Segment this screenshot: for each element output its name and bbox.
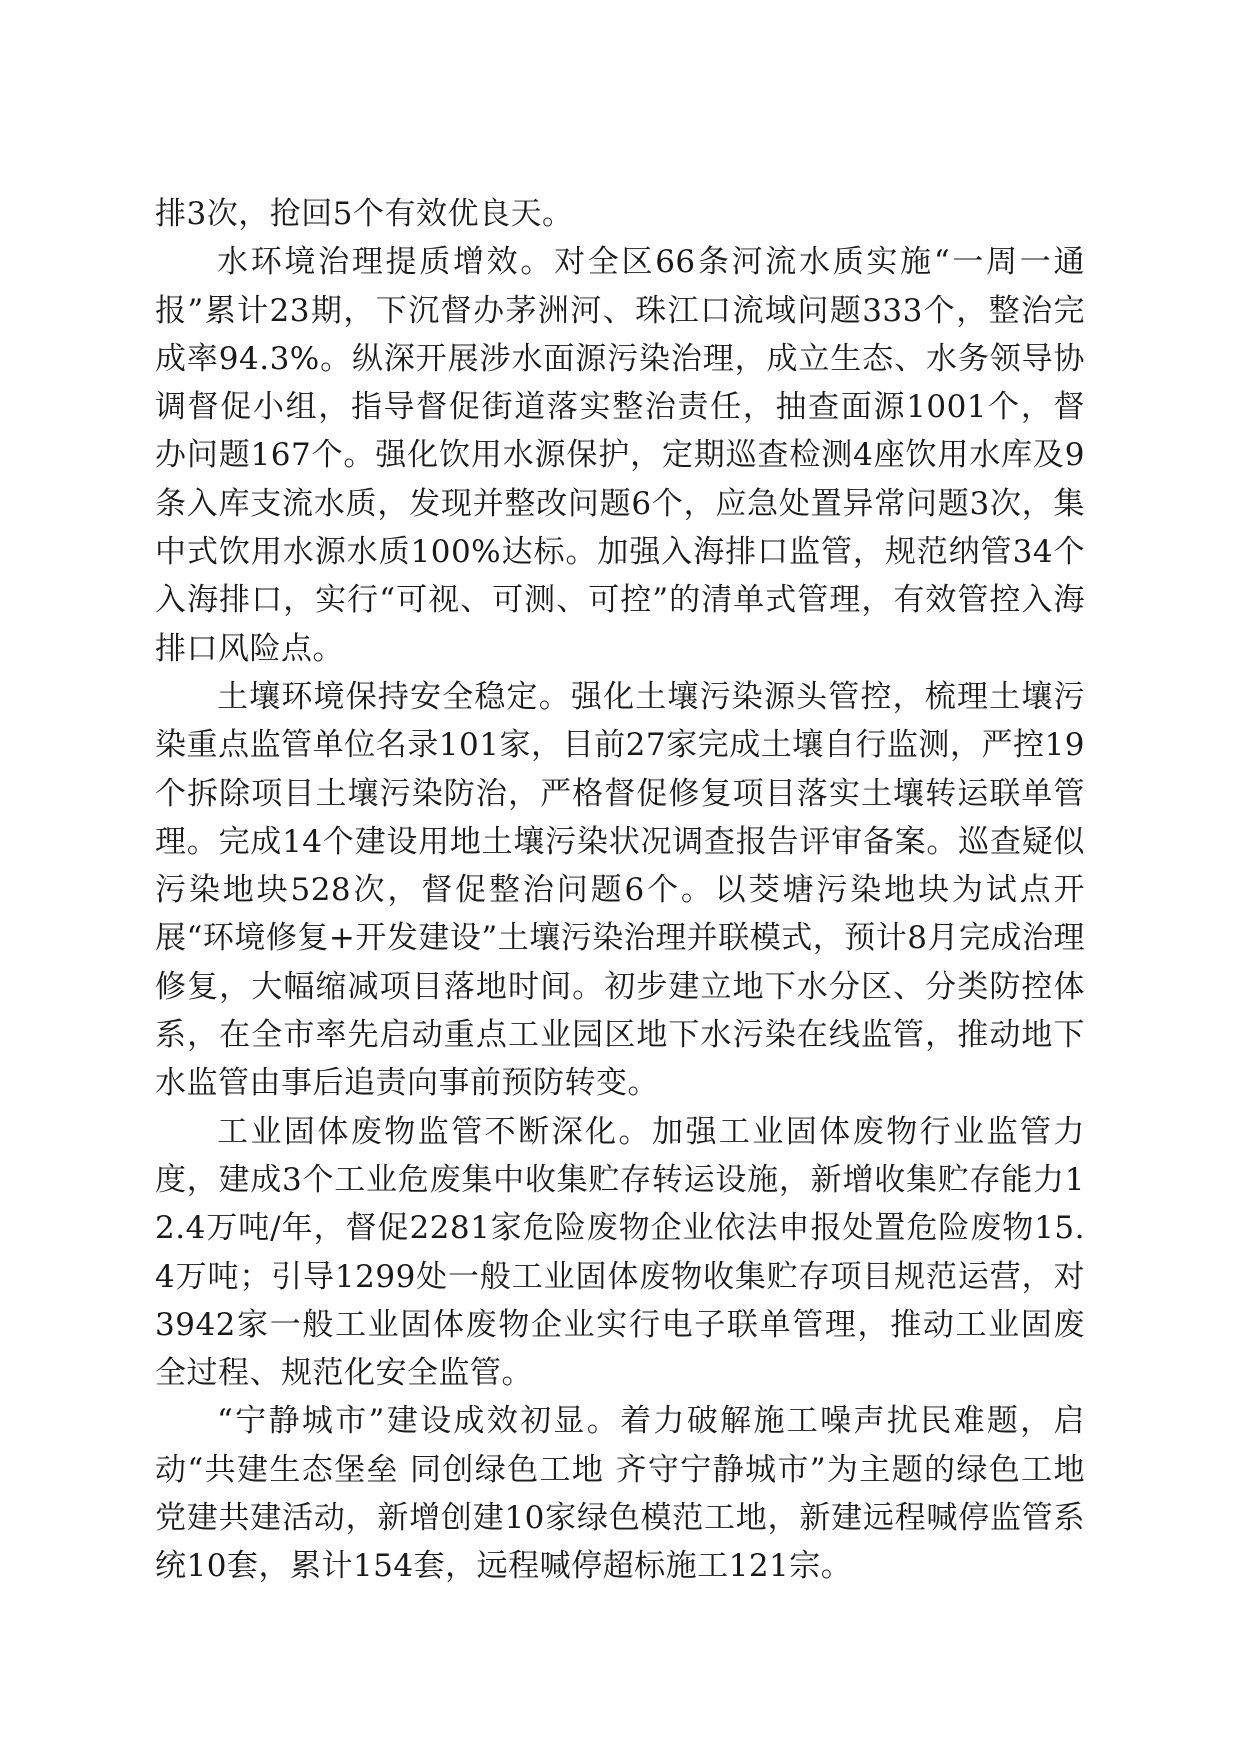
- paragraph-water-environment: 水环境治理提质增效。对全区66条河流水质实施“一周一通报”累计23期，下沉督办茅洲河、珠江口流域问题333个，整治完成率94.3%。纵深开展涉水面源污染治理，成立生态、水务领导协调督促小组，指导督促街道落实整治责任，抽查面源1001个，督办问题167个。强化饮用水源保护，定期巡查检测4座饮用水库及9条入库支流水质，发现并整改问题6个，应急处置异常问题3次，集中式饮用水源水质100%达标。加强入海排口监管，规范纳管34个入海排口，实行“可视、可测、可控”的清单式管理，有效管控入海排口风险点。: [155, 244, 1085, 667]
- paragraph-soil-environment: 土壤环境保持安全稳定。强化土壤污染源头管控，梳理土壤污染重点监管单位名录101家，目前27家完成土壤自行监测，严控19个拆除项目土壤污染防治，严格督促修复项目落实土壤转运联单管理。完成14个建设用地土壤污染状况调查报告评审备案。巡查疑似污染地块528次，督促整治问题6个。以茭塘污染地块为试点开展“环境修复+开发建设”土壤污染治理并联模式，预计8月完成治理修复，大幅缩减项目落地时间。初步建立地下水分区、分类防控体系，在全市率先启动重点工业园区地下水污染在线监管，推动地下水监管由事后追责向事前预防转变。: [155, 678, 1085, 1102]
- paragraph-continuation: 排3次，抢回5个有效优良天。: [155, 196, 574, 232]
- paragraph-industrial-solid-waste: 工业固体废物监管不断深化。加强工业固体废物行业监管力度，建成3个工业危废集中收集贮存转运设施，新增收集贮存能力12.4万吨/年，督促2281家危险废物企业依法申报处置危险废物15.4万吨；引导1299处一般工业固体废物收集贮存项目规范运营，对3942家一般工业固体废物企业实行电子联单管理，推动工业固废全过程、规范化安全监管。: [155, 1113, 1085, 1392]
- document-page: [155, 190, 1085, 1591]
- paragraph-quiet-city: “宁静城市”建设成效初显。着力破解施工噪声扰民难题，启动“共建生态堡垒 同创绿色工地 齐守宁静城市”为主题的绿色工地党建共建活动，新增创建10家绿色模范工地，新建远程喊停监管系统10套，累计154套，远程喊停超标施工121宗。: [155, 1403, 1085, 1585]
